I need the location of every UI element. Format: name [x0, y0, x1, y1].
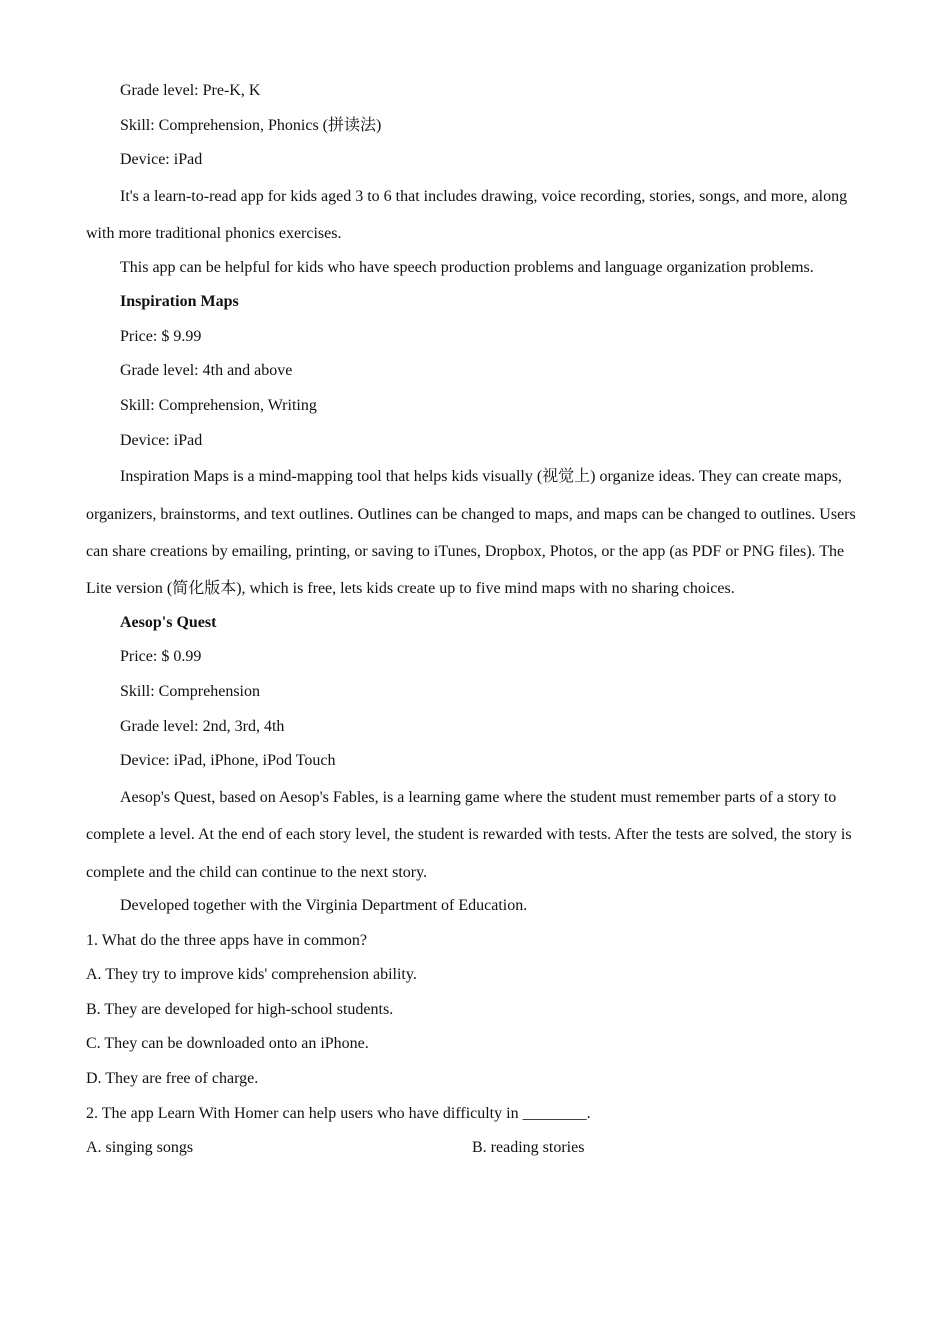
inspiration-description: Inspiration Maps is a mind-mapping tool that helps kids visually (视觉上) organize ideas. They can create maps, organizers, brainstorms, and text outlines. Outlines can be changed to maps, and maps can be changed to outlines. Users can share creations by emailing, printing, or saving to iTunes, Dropbox, Photos, or the app (as PDF or PNG files). The Lite version (简化版本), which is free, lets kids create up to five mind maps with no sharing choices. [86, 468, 856, 598]
aesop-price: Price: $ 0.99 [120, 648, 202, 666]
homer-description-2: This app can be helpful for kids who have speech production problems and language organization problems. [120, 258, 814, 276]
homer-description: It's a learn-to-read app for kids aged 3 to 6 that includes drawing, voice recording, stories, songs, and more, along with more traditional phonics exercises. [86, 187, 848, 243]
question-2-options [86, 1131, 858, 1166]
aesop-description: Aesop's Quest, based on Aesop's Fables, is a learning game where the student must remember parts of a story to complete a level. At the end of each story level, the student is rewarded with tests. After the tests are solved, the story is complete and the child can continue to the next story. [86, 788, 852, 881]
inspiration-grade: Grade level: 4th and above [120, 362, 293, 380]
question-1-option-b: B. They are developed for high-school students. [86, 1000, 394, 1018]
aesop-note: Developed together with the Virginia Department of Education. [120, 896, 528, 914]
question-1: 1. What do the three apps have in common? [86, 931, 367, 949]
question-1-option-a: A. They try to improve kids' comprehension ability. [86, 966, 417, 984]
question-2-option-a: A. singing songs [86, 1139, 194, 1157]
aesop-grade: Grade level: 2nd, 3rd, 4th [120, 717, 285, 735]
question-2: 2. The app Learn With Homer can help users who have difficulty in ________. [86, 1104, 591, 1122]
homer-skill: Skill: Comprehension, Phonics (拼读法) [120, 116, 382, 134]
homer-device: Device: iPad [120, 151, 203, 169]
aesop-skill: Skill: Comprehension [120, 682, 260, 700]
question-1-option-c: C. They can be downloaded onto an iPhone. [86, 1035, 369, 1053]
inspiration-title: Inspiration Maps [120, 293, 239, 311]
inspiration-device: Device: iPad [120, 431, 203, 449]
inspiration-skill: Skill: Comprehension, Writing [120, 396, 317, 414]
question-1-option-d: D. They are free of charge. [86, 1069, 259, 1087]
question-2-option-b: B. reading stories [472, 1139, 585, 1157]
aesop-device: Device: iPad, iPhone, iPod Touch [120, 752, 336, 770]
document-page [86, 74, 858, 1166]
inspiration-price: Price: $ 9.99 [120, 327, 202, 345]
aesop-title: Aesop's Quest [120, 613, 217, 631]
homer-grade: Grade level: Pre-K, K [120, 82, 261, 99]
